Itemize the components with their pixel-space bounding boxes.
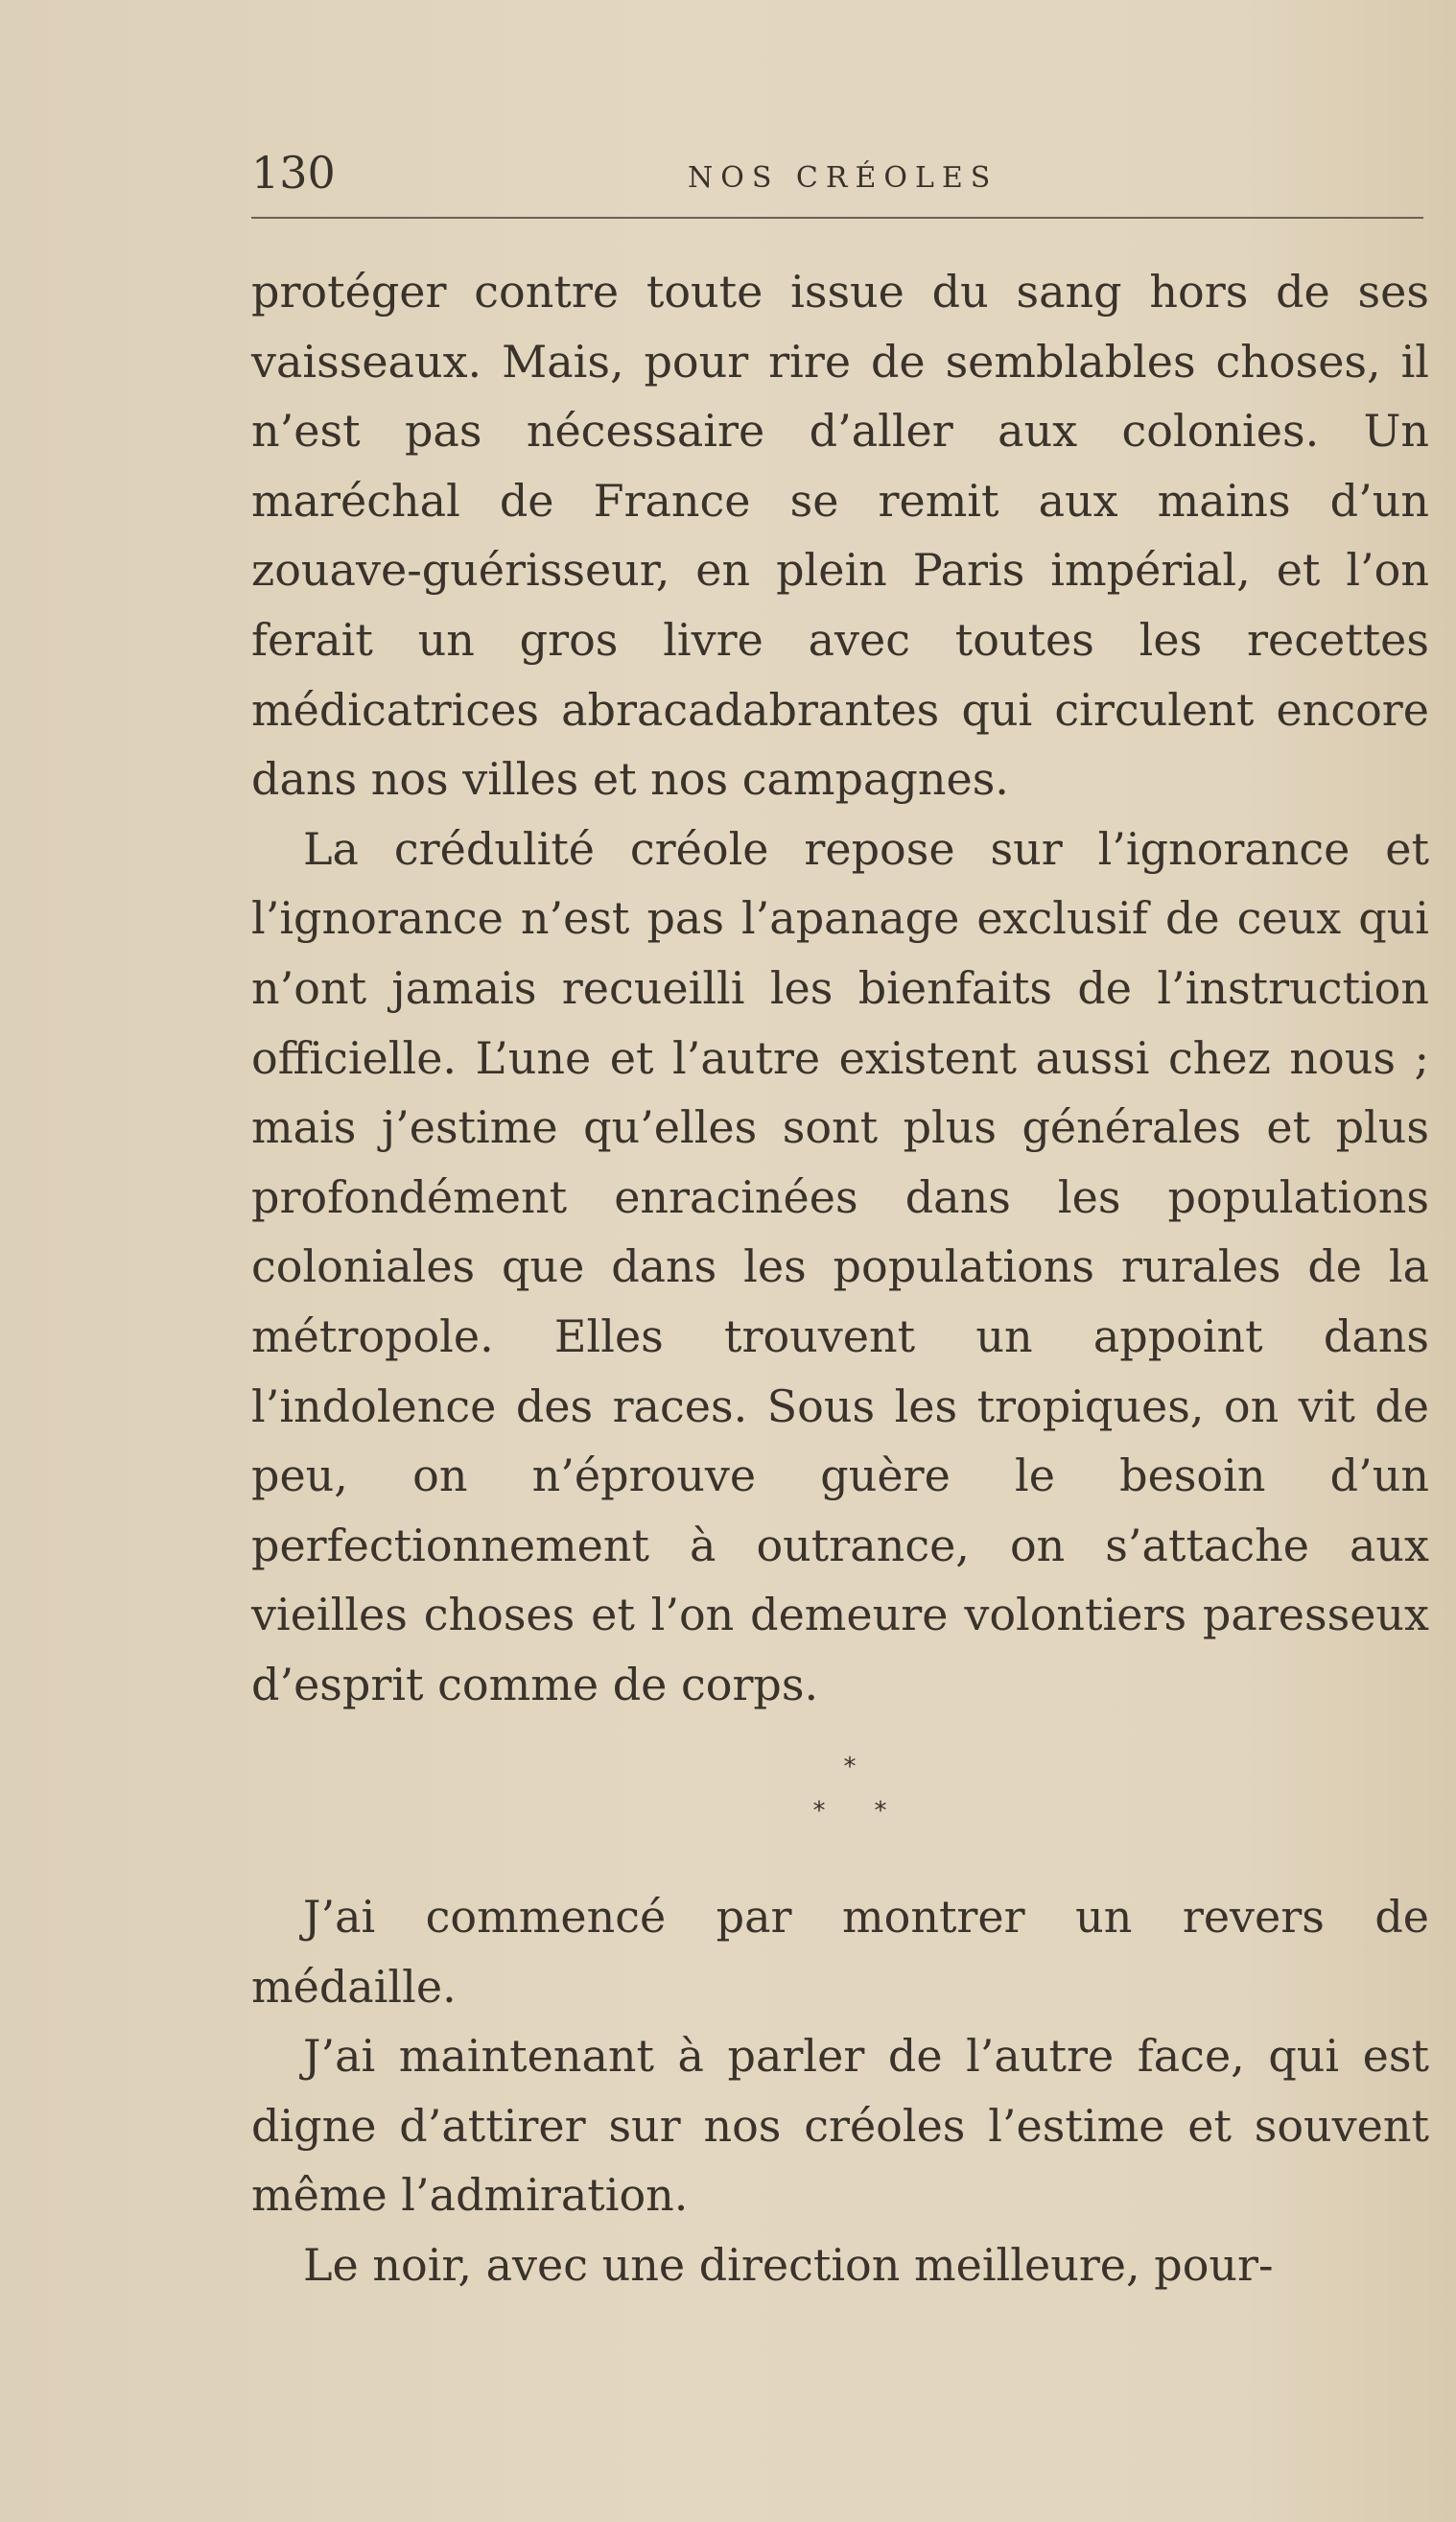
paragraph: Le noir, avec une direction meilleure, pour- (303, 2238, 1274, 2291)
running-title: NOS CRÉOLES (688, 161, 998, 195)
paragraph: La crédulité créole repose sur l’ignorance et l’ignorance n’est pas l’apanage exclusif de ceux qui n’ont jamais recueilli les bienfaits de l’instruction officielle. L’une et l’autre existent aussi chez nous ; mais j’estime qu’elles sont plus générales et plus profondément enracinées dans les populations coloniales que dans les populations rurales de la métropole. Elles trouvent un appoint dans l’indolence des races. Sous les tropiques, on vit de peu, on n’éprouve guère le besoin d’un perfectionnement à outrance, on s’attache aux vieilles choses et l’on demeure volontiers paresseux d’esprit comme de corps. (251, 822, 1429, 1710)
body-text-after-break (251, 1882, 1429, 2300)
svg-text:*: * (874, 1797, 887, 1826)
paragraph: protéger contre toute issue du sang hors de ses vaisseaux. Mais, pour rire de semblables choses, il n’est pas nécessaire d’aller aux colonies. Un maréchal de France se remit aux mains d’un zouave-guérisseur, en plein Paris impérial, et l’on ferait un gros livre avec toutes les recettes médicatrices abracadabrantes qui circulent encore dans nos villes et nos campagnes. (251, 266, 1429, 806)
paragraph: J’ai commencé par montrer un revers de médaille. (251, 1891, 1429, 2013)
paragraph: J’ai maintenant à parler de l’autre face, qui est digne d’attirer sur nos créoles l’estime et souvent même l’admiration. (251, 2030, 1429, 2222)
header-rule (251, 217, 1423, 219)
body-text (251, 257, 1429, 1719)
page-header (251, 144, 1423, 201)
svg-text:*: * (843, 1753, 857, 1781)
page-number: 130 (251, 147, 336, 199)
asterism-icon (792, 1746, 907, 1832)
svg-text:*: * (812, 1797, 826, 1826)
